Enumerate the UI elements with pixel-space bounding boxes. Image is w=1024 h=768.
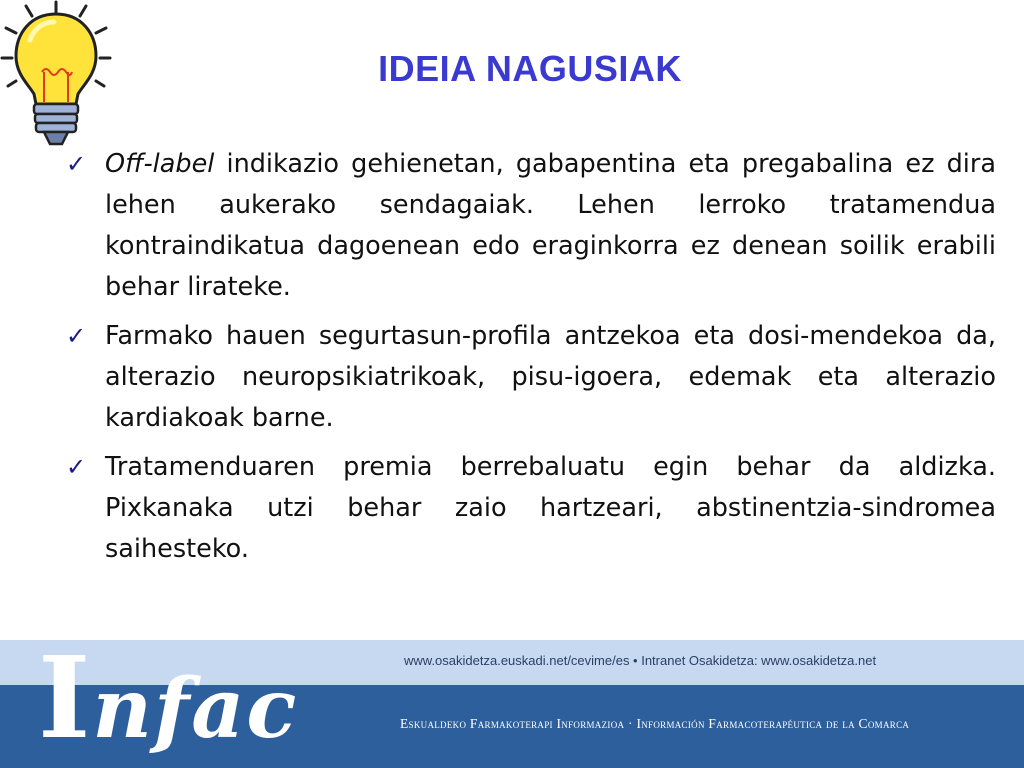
check-icon: ✓	[66, 453, 87, 481]
infac-logo	[38, 633, 299, 768]
check-icon: ✓	[66, 150, 87, 178]
italic-lead: Off-label	[105, 149, 215, 179]
logo-initial: I	[38, 633, 93, 764]
bullet-text	[105, 144, 996, 308]
footer-subtitle: Eskualdeko Farmakoterapi Informazioa · Información Farmacoterapéutica de la Comarca	[400, 716, 910, 731]
bullet-body: indikazio gehienetan, gabapentina eta pregabalina ez dira lehen aukerako sendagaiak. Lehen lerroko tratamendua kontraindikatua dagoenean edo eraginkorra ez denean soilik erabili behar lirateke.	[105, 149, 996, 302]
check-icon: ✓	[66, 322, 87, 350]
bullet-item	[66, 316, 996, 439]
footer-banner	[0, 633, 1024, 768]
lightbulb-icon	[0, 0, 112, 150]
slide-title: IDEIA NAGUSIAK	[378, 48, 682, 89]
bullet-item	[66, 144, 996, 308]
bullet-item	[66, 447, 996, 570]
logo-rest: nfac	[92, 661, 299, 757]
footer-urls: www.osakidetza.euskadi.net/cevime/es • Intranet Osakidetza: www.osakidetza.net	[404, 653, 877, 668]
bullet-list	[66, 144, 996, 578]
bullet-text: Tratamenduaren premia berrebaluatu egin behar da aldizka. Pixkanaka utzi behar zaio hartzeari, abstinentzia-sindromea saihesteko.	[105, 452, 996, 564]
bullet-text: Farmako hauen segurtasun-profila antzekoa eta dosi-mendekoa da, alterazio neuropsikiatrikoak, pisu-igoera, edemak eta alterazio kardiakoak barne.	[105, 321, 996, 433]
